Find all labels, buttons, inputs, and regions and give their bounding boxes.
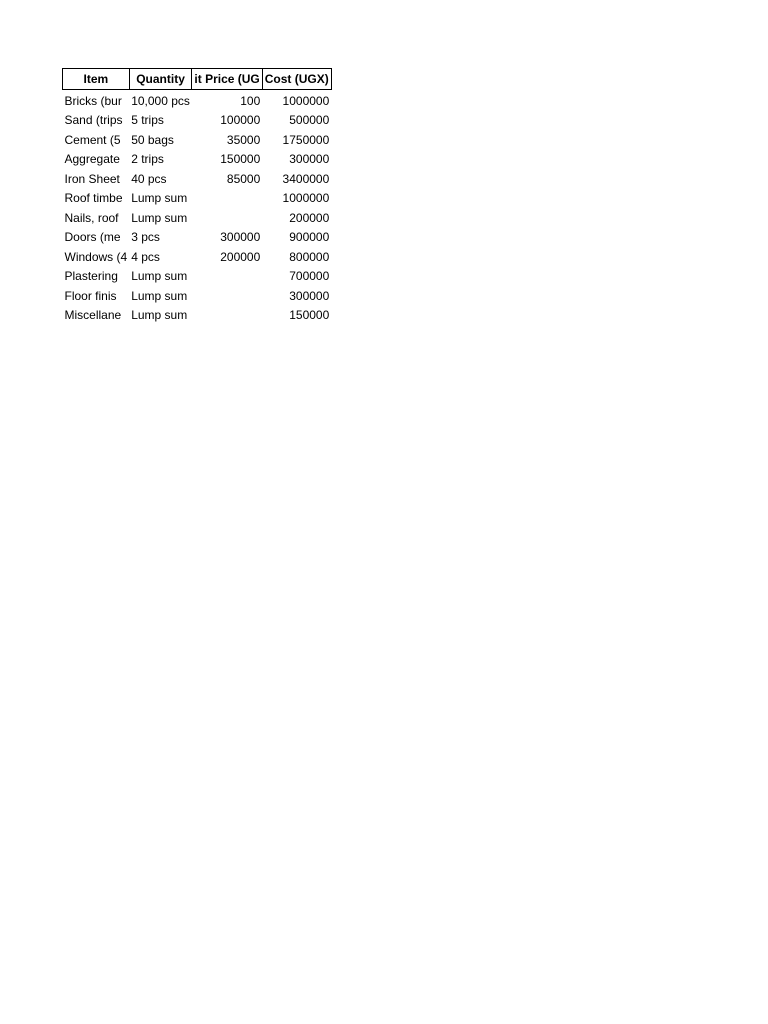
cell-cost[interactable]: 150000 (289, 308, 330, 323)
cell-unit-price[interactable]: 35000 (226, 132, 261, 147)
table-row (63, 306, 332, 326)
header-row (63, 69, 332, 90)
table-row (63, 130, 332, 150)
cell-cost[interactable]: 1000000 (282, 191, 330, 206)
table-row (63, 228, 332, 248)
header-cost[interactable]: Cost (UGX) (262, 69, 331, 90)
cell-quantity[interactable]: Lump sum (131, 308, 188, 323)
cell-cost[interactable]: 300000 (289, 152, 330, 167)
cell-unit-price[interactable]: 100 (240, 93, 261, 108)
cell-unit-price[interactable]: 100000 (220, 113, 261, 128)
cell-quantity[interactable]: 3 pcs (131, 230, 160, 245)
cell-cost[interactable]: 1750000 (282, 132, 330, 147)
cell-item[interactable]: Iron Sheet (64, 171, 120, 186)
table-row (63, 90, 332, 111)
cell-item[interactable]: Roof timbe (64, 191, 123, 206)
cell-unit-price[interactable]: 150000 (220, 152, 261, 167)
cell-unit-price[interactable]: 85000 (226, 171, 261, 186)
cell-item[interactable]: Aggregate (64, 152, 120, 167)
cell-quantity[interactable]: 40 pcs (131, 171, 167, 186)
cell-item[interactable]: Sand (trips (64, 113, 123, 128)
cell-unit-price[interactable] (192, 267, 262, 287)
header-item[interactable]: Item (63, 69, 130, 90)
cell-unit-price[interactable]: 200000 (220, 249, 261, 264)
budget-table (62, 68, 332, 325)
cell-item[interactable]: Plastering (64, 269, 118, 284)
cell-unit-price[interactable] (192, 306, 262, 326)
cell-unit-price[interactable] (192, 286, 262, 306)
cell-quantity[interactable]: 50 bags (131, 132, 174, 147)
cell-quantity[interactable]: 10,000 pcs (131, 93, 190, 108)
cell-quantity[interactable]: Lump sum (131, 191, 188, 206)
cell-item[interactable]: Miscellane (64, 308, 122, 323)
cell-cost[interactable]: 200000 (289, 210, 330, 225)
cell-quantity[interactable]: 5 trips (131, 113, 164, 128)
cell-quantity[interactable]: 4 pcs (131, 249, 160, 264)
cell-item[interactable]: Bricks (bur (64, 93, 122, 108)
cell-unit-price[interactable]: 300000 (220, 230, 261, 245)
cell-cost[interactable]: 300000 (289, 288, 330, 303)
cell-item[interactable]: Nails, roof (64, 210, 119, 225)
table-row (63, 286, 332, 306)
cell-quantity[interactable]: Lump sum (131, 210, 188, 225)
cell-cost[interactable]: 700000 (289, 269, 330, 284)
header-quantity[interactable]: Quantity (129, 69, 192, 90)
cell-cost[interactable]: 500000 (289, 113, 330, 128)
table-row (63, 267, 332, 287)
table-row (63, 111, 332, 131)
cell-quantity[interactable]: 2 trips (131, 152, 164, 167)
table-row (63, 208, 332, 228)
cell-cost[interactable]: 800000 (289, 249, 330, 264)
cell-item[interactable]: Doors (me (64, 230, 121, 245)
cell-cost[interactable]: 3400000 (282, 171, 330, 186)
cell-quantity[interactable]: Lump sum (131, 269, 188, 284)
table-row (63, 189, 332, 209)
cell-cost[interactable]: 900000 (289, 230, 330, 245)
cell-quantity[interactable]: Lump sum (131, 288, 188, 303)
table-row (63, 150, 332, 170)
spreadsheet-area (62, 68, 332, 325)
cell-unit-price[interactable] (192, 189, 262, 209)
cell-item[interactable]: Floor finis (64, 288, 117, 303)
table-row (63, 247, 332, 267)
cell-unit-price[interactable] (192, 208, 262, 228)
header-unit-price[interactable]: it Price (UG (192, 69, 262, 90)
cell-cost[interactable]: 1000000 (282, 93, 330, 108)
table-row (63, 169, 332, 189)
cell-item[interactable]: Cement (5 (64, 132, 121, 147)
cell-item[interactable]: Windows (4 (64, 249, 128, 264)
